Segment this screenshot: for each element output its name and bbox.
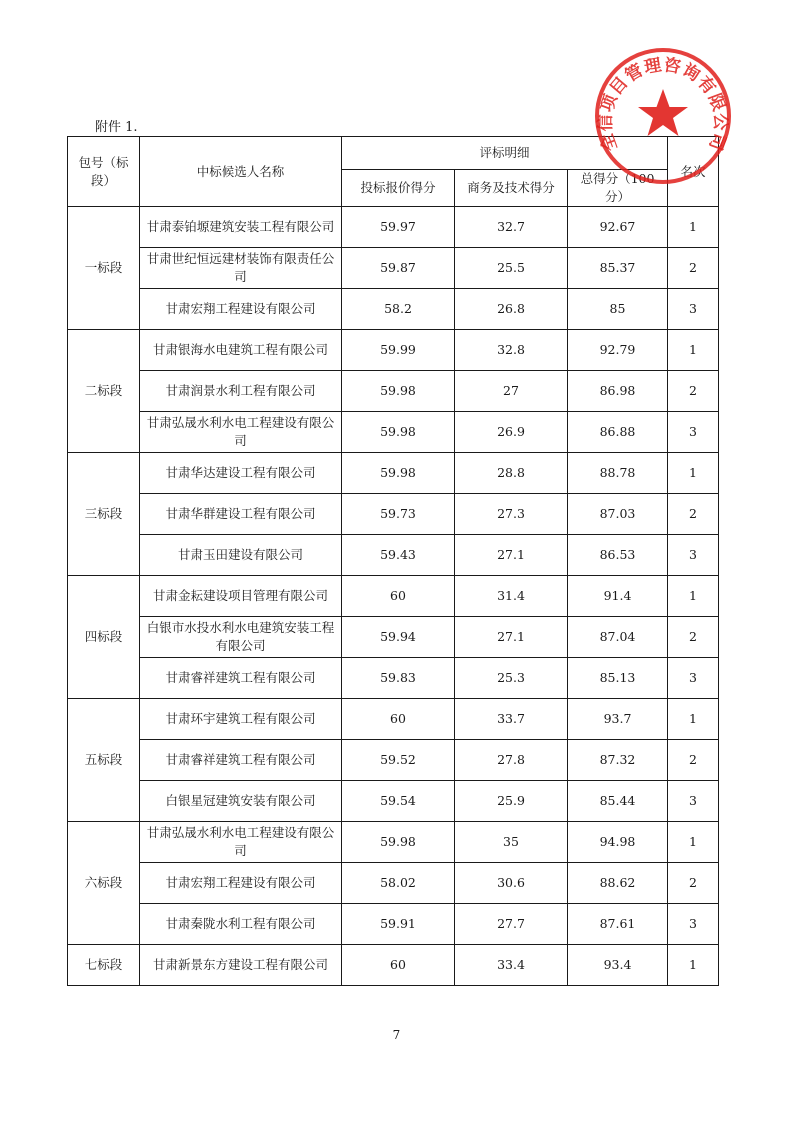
bid-price-score: 59.98 (342, 371, 455, 412)
rank-value: 1 (668, 330, 719, 371)
total-score: 85.44 (568, 781, 668, 822)
table-row (68, 248, 719, 289)
bid-price-score: 60 (342, 945, 455, 986)
business-tech-score: 28.8 (455, 453, 568, 494)
business-tech-score: 32.7 (455, 207, 568, 248)
table-row (68, 453, 719, 494)
header-rank: 名次 (668, 137, 719, 207)
table-row (68, 658, 719, 699)
candidate-name: 甘肃玉田建设有限公司 (140, 535, 342, 576)
business-tech-score: 26.8 (455, 289, 568, 330)
total-score: 93.4 (568, 945, 668, 986)
bid-results-table (67, 136, 719, 986)
candidate-name: 甘肃新景东方建设工程有限公司 (140, 945, 342, 986)
business-tech-score: 27 (455, 371, 568, 412)
header-bid-price-score: 投标报价得分 (342, 170, 455, 207)
total-score: 88.62 (568, 863, 668, 904)
bid-price-score: 59.54 (342, 781, 455, 822)
bid-price-score: 59.98 (342, 453, 455, 494)
bid-price-score: 60 (342, 576, 455, 617)
table-row (68, 945, 719, 986)
rank-value: 3 (668, 904, 719, 945)
candidate-name: 甘肃睿祥建筑工程有限公司 (140, 740, 342, 781)
table-row (68, 576, 719, 617)
candidate-name: 甘肃华达建设工程有限公司 (140, 453, 342, 494)
candidate-name: 甘肃世纪恒远建材装饰有限责任公司 (140, 248, 342, 289)
candidate-name: 白银星冠建筑安装有限公司 (140, 781, 342, 822)
section-name: 二标段 (68, 330, 140, 453)
header-candidate: 中标候选人名称 (140, 137, 342, 207)
business-tech-score: 25.5 (455, 248, 568, 289)
table-row (68, 863, 719, 904)
header-business-tech-score: 商务及技术得分 (455, 170, 568, 207)
candidate-name: 甘肃睿祥建筑工程有限公司 (140, 658, 342, 699)
business-tech-score: 33.7 (455, 699, 568, 740)
total-score: 92.67 (568, 207, 668, 248)
rank-value: 3 (668, 412, 719, 453)
rank-value: 3 (668, 289, 719, 330)
total-score: 85.37 (568, 248, 668, 289)
bid-price-score: 59.43 (342, 535, 455, 576)
total-score: 86.88 (568, 412, 668, 453)
header-total-score: 总得分（100 分） (568, 170, 668, 207)
total-score: 87.04 (568, 617, 668, 658)
table-row (68, 412, 719, 453)
business-tech-score: 27.1 (455, 617, 568, 658)
total-score: 87.03 (568, 494, 668, 535)
rank-value: 2 (668, 617, 719, 658)
bid-price-score: 59.98 (342, 822, 455, 863)
attachment-label: 附件 1. (95, 120, 138, 135)
business-tech-score: 33.4 (455, 945, 568, 986)
total-score: 91.4 (568, 576, 668, 617)
candidate-name: 甘肃环宇建筑工程有限公司 (140, 699, 342, 740)
header-package: 包号（标段） (68, 137, 140, 207)
business-tech-score: 30.6 (455, 863, 568, 904)
rank-value: 1 (668, 699, 719, 740)
bid-price-score: 59.99 (342, 330, 455, 371)
table-row (68, 781, 719, 822)
total-score: 85.13 (568, 658, 668, 699)
rank-value: 1 (668, 453, 719, 494)
table-row (68, 535, 719, 576)
table-row (68, 371, 719, 412)
candidate-name: 白银市水投水利水电建筑安装工程有限公司 (140, 617, 342, 658)
candidate-name: 甘肃金耘建设项目管理有限公司 (140, 576, 342, 617)
rank-value: 1 (668, 822, 719, 863)
candidate-name: 甘肃润景水利工程有限公司 (140, 371, 342, 412)
rank-value: 2 (668, 371, 719, 412)
candidate-name: 甘肃宏翔工程建设有限公司 (140, 289, 342, 330)
candidate-name: 甘肃宏翔工程建设有限公司 (140, 863, 342, 904)
rank-value: 1 (668, 207, 719, 248)
business-tech-score: 25.9 (455, 781, 568, 822)
business-tech-score: 31.4 (455, 576, 568, 617)
rank-value: 2 (668, 248, 719, 289)
total-score: 86.98 (568, 371, 668, 412)
business-tech-score: 35 (455, 822, 568, 863)
page-number: 7 (392, 1028, 401, 1042)
rank-value: 3 (668, 535, 719, 576)
total-score: 85 (568, 289, 668, 330)
bid-price-score: 59.94 (342, 617, 455, 658)
total-score: 92.79 (568, 330, 668, 371)
table-row (68, 904, 719, 945)
bid-price-score: 60 (342, 699, 455, 740)
business-tech-score: 26.9 (455, 412, 568, 453)
section-name: 一标段 (68, 207, 140, 330)
star-icon (638, 89, 688, 136)
candidate-name: 甘肃弘晟水利水电工程建设有限公司 (140, 412, 342, 453)
table-row (68, 617, 719, 658)
total-score: 93.7 (568, 699, 668, 740)
bid-price-score: 59.98 (342, 412, 455, 453)
business-tech-score: 32.8 (455, 330, 568, 371)
table-row (68, 207, 719, 248)
rank-value: 2 (668, 863, 719, 904)
table-row (68, 822, 719, 863)
rank-value: 3 (668, 658, 719, 699)
business-tech-score: 27.7 (455, 904, 568, 945)
company-seal (592, 45, 734, 187)
header-detail-group: 评标明细 (342, 137, 668, 170)
bid-price-score: 58.2 (342, 289, 455, 330)
bid-price-score: 59.97 (342, 207, 455, 248)
candidate-name: 甘肃银海水电建筑工程有限公司 (140, 330, 342, 371)
table-row (68, 740, 719, 781)
candidate-name: 甘肃华群建设工程有限公司 (140, 494, 342, 535)
candidate-name: 甘肃弘晟水利水电工程建设有限公司 (140, 822, 342, 863)
total-score: 87.32 (568, 740, 668, 781)
section-name: 七标段 (68, 945, 140, 986)
section-name: 四标段 (68, 576, 140, 699)
candidate-name: 甘肃秦陇水利工程有限公司 (140, 904, 342, 945)
rank-value: 1 (668, 576, 719, 617)
table-body (68, 207, 719, 986)
total-score: 87.61 (568, 904, 668, 945)
bid-price-score: 58.02 (342, 863, 455, 904)
candidate-name: 甘肃泰铂塬建筑安装工程有限公司 (140, 207, 342, 248)
business-tech-score: 27.1 (455, 535, 568, 576)
seal-text: 全信项目管理咨询有限公司 (595, 55, 731, 154)
table-row (68, 330, 719, 371)
bid-price-score: 59.52 (342, 740, 455, 781)
rank-value: 2 (668, 740, 719, 781)
business-tech-score: 25.3 (455, 658, 568, 699)
section-name: 六标段 (68, 822, 140, 945)
business-tech-score: 27.8 (455, 740, 568, 781)
rank-value: 2 (668, 494, 719, 535)
section-name: 三标段 (68, 453, 140, 576)
bid-price-score: 59.73 (342, 494, 455, 535)
section-name: 五标段 (68, 699, 140, 822)
total-score: 86.53 (568, 535, 668, 576)
bid-price-score: 59.83 (342, 658, 455, 699)
bid-price-score: 59.91 (342, 904, 455, 945)
rank-value: 1 (668, 945, 719, 986)
bid-price-score: 59.87 (342, 248, 455, 289)
table-row (68, 289, 719, 330)
total-score: 88.78 (568, 453, 668, 494)
rank-value: 3 (668, 781, 719, 822)
total-score: 94.98 (568, 822, 668, 863)
table-row (68, 699, 719, 740)
business-tech-score: 27.3 (455, 494, 568, 535)
table-row (68, 494, 719, 535)
